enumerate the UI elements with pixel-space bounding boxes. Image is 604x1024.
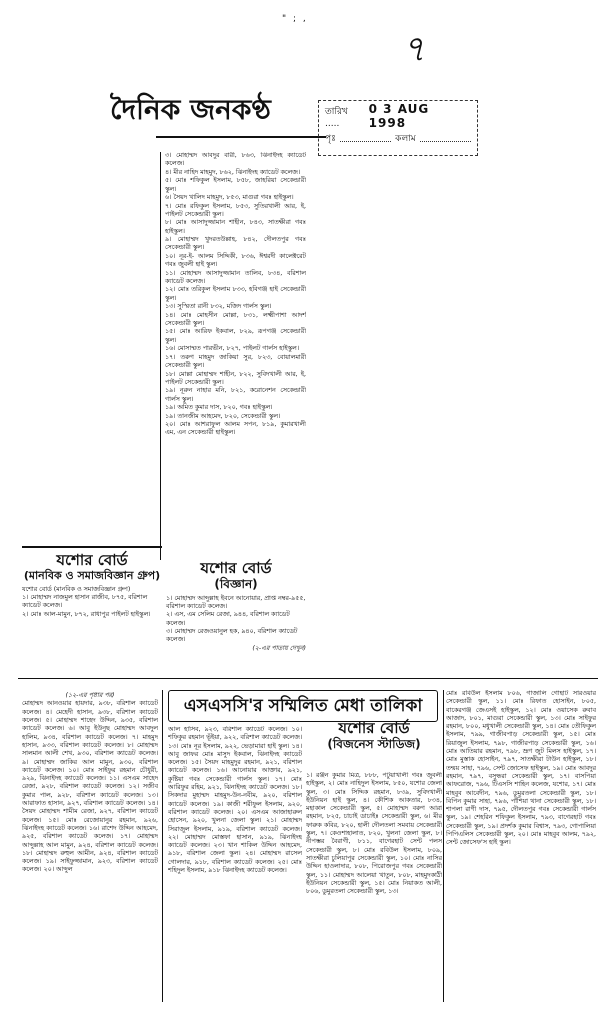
group-heading: (বিজ্ঞান): [214, 576, 258, 591]
group-heading: (বিজনেস স্টাডিজ): [327, 737, 421, 752]
list-item: ১৭। তরুণ মাহমুদ জাকিয়া সুর, ৮২৩, বোয়ালমারী সেকেন্ডারী স্কুল।: [165, 353, 306, 370]
list-item: ১৫। মোঃ আরিফ ইকবাল, ৮২৯, রূপগঞ্জ সেকেন্ডারী স্কুল।: [165, 328, 306, 344]
list-item: মোঃ রবিউল ইসলাম ৮০৬, গাজালি গোহাট সারওয়ার সেকেন্ডারী স্কুল, ১১। মোঃ রিফাত হোসাইন, ৮০৫, বাকেরগঞ্জ জেএসই হাইস্কুল, ১২। মোঃ ওয়াসেক রুবাব আজাদ, ৮০১, মাগুরা সেকেন্ডারী স্কুল, ১৩। মোঃ সাইফুর রহমান, ৮০০, মধুখালী সেকেন্ডারী স্কুল, ১৪। মোঃ তৌফিকুল ইসলাম, ৭৯৯, গাজীবপাড় সেকেন্ডারী স্কুল, ১৫। মোঃ রিয়াজুল ইসলাম, ৭৯৮, গাজীরপাড় সেকেন্ডারী স্কুল, ১৬। মোঃ আতিয়ার রহমান, ৭৯৮, ভ্রূণ জুট মিলস হাইস্কুল, ১৭। মোঃ মুস্তাক হোসাইন, ৭৯৭, সাতক্ষীরা টাউন হাইস্কুল, ১৮। তন্ময় সাহা, ৭৯৬, সেন্ট জোসেফ হাইস্কুল, ১৯। মোঃ আবদুর রহমান, ৭৯৭, বসুন্ধরা সেকেন্ডারী স্কুল, ১৭। বাসপিয়া আফরোজ, ৭৯৬, টিএসসি শাহিন কলেজ, যশোর, ১৭। মোঃ মাহবুব আবেদীন, ৭৯৬, ডুমুরতলা সেকেন্ডারী স্কুল, ১৮। বিপিন কুমার সাহা, ৭৯৬, পাঁশিয়া থানা সেকেন্ডারী স্কুল, ১৮। শাপলা রাণী দাস, ৭৯৫, দৌলতপুর গবঃ সেকেন্ডারী গার্লস স্কুল, ১৯। শেহরিন শফিকুল ইসলাম, ৭৯৩, বাগেরহাট গবঃ সেকেন্ডারী স্কুল, ১৯। প্রদর্শক কুমার বিশ্বাস, ৭৯৩, গোপালিয়া পিপিএলিস সেকেন্ডারী স্কুল, ২০। মোঃ মাহবুব আলম, ৭৯২, সেন্ট জোসেফ'স হাই স্কুল।: [446, 690, 596, 847]
stamp-page-blank: [340, 134, 391, 142]
list-item: ৯। মোহাম্মদ খুদরতউল্লাহ, ৮৪২, দৌলতপুর গবঃ সেকেন্ডারী স্কুল।: [165, 236, 306, 252]
box-body: [166, 595, 306, 653]
business-board-box: [306, 720, 442, 770]
list-item: মোহাম্মদ আনওয়ার হায়দার, ৯৩৮, বরিশাল ক্যাডেট কলেজ। ৪। মেহেদী হাসান, ৯৩৮, বরিশাল ক্যাডেট কলেজ। ৫। মোহাম্মদ শাহেদ উদ্দিন, ৯৩৫, বরিশাল ক্যাডেট কলেজ। ৬। আবু ইউনুছ মোহাম্মদ আবদুল হালিম, ৯৩৪, বরিশাল ক্যাডেট কলেজ। ৭। মাহমুদ হাসান, ৯৩৩, বরিশাল ক্যাডেট কলেজ। ৮। মোহাম্মদ সালমান আলী শেখ, ৯৩০, বরিশাল ক্যাডেট কলেজ। ৯। মোহাম্মদ জাকির আল মামুন, ৯৩০, বরিশাল ক্যাডেট কলেজ। ১০। মোঃ সাইফুর রহমান চৌধুরী, ৯২৯, ঝিনাইদহ ক্যাডেট কলেজ। ১১। এসএম সাহেদ রেজা, ৯২৮, বরিশাল ক্যাডেট কলেজ। ১২। সজীব কুমার পাল, ৯২৮, বরিশাল ক্যাডেট কলেজ। ১৩। আরাফাত হাসান, ৯২৭, বরিশাল ক্যাডেট কলেজ। ১৪। সৈয়দ মোহাম্মদ শামীম রেজা, ৯২৭, বরিশাল ক্যাডেট কলেজ। ১৫। মোঃ রেজোয়ানুর রহমান, ৯২৬, ঝিনাইদহ ক্যাডেট কলেজ। ১৬। রাশেদ উদ্দিন আহমেদ, ৯২৫, বরিশাল ক্যাডেট কলেজ। ১৭। মোহাম্মদ আব্দুল্লাহ আল মামুন, ৯২৪, বরিশাল ক্যাডেট কলেজ। ১৮। মোহাম্মদ রুহুল আমীন, ৯২৪, বরিশাল ক্যাডেট কলেজ। ১৯। সাইফুজ্জামান, ৯২৩, বরিশাল ক্যাডেট কলেজ। ২০। আব্দুল: [22, 700, 158, 874]
list-item: ১০। নূর-ই- আলম সিদ্দিকী, ৮৩৬, ঈশ্বরদী কালেক্টরেট গবঃ জুবলী হাই স্কুল।: [165, 252, 306, 269]
list-item: আল হাসিব, ৯২৩, বরিশাল ক্যাডেট কলেজ। ১০। শফিকুর রহমান ভূঁইয়া, ৯২২, বরিশাল ক্যাডেট কলেজ। ১৩। মোঃ নূর ইসলাম, ৯২২, ভেড়ামারা হাই স্কুল। ১৪। আবু জাফর মোঃ মাসুদ ইকবাল, ঝিনাইদহ ক্যাডেট কলেজ। ১৫। সৈয়দ মাহমুদুর রহমান, ৯২১, বরিশাল ক্যাডেট কলেজ। ১৬। আনোয়ার আক্তার, ৯২১, কুষ্টিয়া গবঃ সেকেন্ডারী গার্লস স্কুল। ১৭। মোঃ আরিফুর রহিম, ৯২১, ঝিনাইদহ ক্যাডেট কলেজ। ১৮। সিকদার মুহাম্মদ মাহমুদ-উন-নবীম, ৯২০, বরিশাল ক্যাডেট কলেজ। ১৯। কাজী শরীফুল ইসলাম, ৯২০, বরিশাল ক্যাডেট কলেজ। ২০। এসএম আজাহারুল হোসেন, ৯২০, খুলনা জেলা স্কুল। ২১। মোহাম্মদ সিরাজুল ইসলাম, ৯১৯, বরিশাল ক্যাডেট কলেজ। ২২। মোহাম্মদ মোস্তফা হাসান, ৯১৯, ঝিনাইদহ ক্যাডেট কলেজ। ২৩। খান শাকিল উদ্দিন আহমেদ, ৯১৮, বরিশাল জেলা স্কুল। ২৪। মোহাম্মদ রাসেল গোলদার, ৯১৮, বরিশাল ক্যাডেট কলেজ। ২৫। মোঃ শহিদুল ইসলাম, ৯১৮ ঝিনাইদহ ক্যাডেট কলেজ।: [168, 726, 302, 875]
list-item: ৩। মোহাম্মদ আবদুর বারী, ৮৬৩, ঝিনাইদহ ক্যাডেট কলেজ।: [165, 152, 306, 168]
list-item: ৭। মোঃ রফিকুল ইসলাম, ৮৫৩, সুতিরখালী আর, ই, পাইলট সেকেন্ডারী স্কুল।: [165, 202, 306, 218]
bottom-column-4: [446, 690, 596, 1002]
list-item: ১৬। মোসাম্মত পারভীন, ৮২৭, পাইলট গার্লস হাইস্কুল।: [165, 345, 299, 353]
stamp-page-label: পৃঃ: [325, 133, 336, 144]
list-item: ১৪। মোঃ মোহসীন মোল্লা, ৮৩১, লক্ষ্মীপাশা আদর্শ সেকেন্ডারী স্কুল।: [165, 311, 306, 327]
list-item: ২। এস, এম সেলিম রেজা, ৯৪৪, বরিশাল ক্যাডেট কলেজ।: [166, 611, 290, 627]
list-item: ১১। মোহাম্মদ আসাদুজ্জামান তালিব, ৮৩৪, বরিশাল ক্যাডেট কলেজ।: [165, 269, 306, 285]
archive-stamp: [318, 100, 478, 156]
newspaper-masthead: দৈনিক জনকণ্ঠ: [110, 93, 271, 126]
list-item: ১২। মোঃ তরিকুল ইসলাম ৮৩৩, হবিগঞ্জ হাই সেকেন্ডারী স্কুল।: [165, 286, 306, 302]
humanities-board-box: [22, 546, 162, 666]
list-item: ২০। মোঃ আশরাফুল আলম সপন, ৮১৯, কুমারখালী এম, এন সেকেন্ডারী হাইস্কুল।: [165, 421, 306, 437]
column-rule: [443, 690, 444, 1002]
handwritten-page-number: ৭: [402, 29, 426, 70]
list-item: ১৩। সুস্মিতা রানী ৮৩২, মজিদ গার্লস স্কুল।: [165, 303, 272, 311]
continued-note: (২-এর পাতায় দেখুন): [252, 644, 306, 652]
merit-list-headline: এসএসসি'র সম্মিলিত মেধা তালিকা: [168, 690, 438, 722]
list-item: ৫। মোঃ শফিকুল ইসলাম, ৮৫৮, জাহরিয়া সেকেন্ডারী স্কুল।: [165, 177, 306, 193]
merit-list-top-column: [160, 152, 306, 560]
list-item: ১৯। অমিত কুমার দাস, ৮২০, গবঃ হাইস্কুল।: [165, 404, 273, 412]
stamp-date-row: [325, 102, 471, 130]
list-item: ১৮। মোল্লা মোহাম্মদ শাহীন, ৮২২, সুবিদখালী আর, ই, পাইলট সেকেন্ডারী স্কুল।: [165, 370, 306, 386]
list-item: ১। রঞ্জন কুমার মিত্র, ৮৮৮, পটুয়াখালী গবঃ জুবলী হাইস্কুল, ২। মোঃ নাহিদুল ইসলাম, ৮৫০, যশোর জেলা স্কুল, ৩। মোঃ সিদ্দিক রহমান, ৮৩৯, সুবিদখালী ইউনিয়ন হাই স্কুল, ৪। কৌশিক আকতার, ৮৩৪, মহাকাল সেকেন্ডারী স্কুল, ৫। মোহাম্মদ বরুণ আরা রহমান, ৮২৫, চাচাই ডাচাইঃ সেকেন্ডারী স্কুল, ৬। মীর ফারুক কবির, ৮২০, হালী দৌলতলা সমবায় সেকেন্ডারী স্কুল, ৭। কেওশাহালাত, ৮২০, খুলনা জেলা স্কুল, ৮। নীপম্ভর বৈরাগী, ৮১১, বাগেরহাট সেন্ট পলস সেকেন্ডারী স্কুল, ৮। মোঃ রবিউল ইসলাম, ৮০৯, সাতক্ষীরা চুলিয়াপুর সেকেন্ডারী স্কুল, ১০। মোঃ নাসির উদ্দিন হাওলাদার, ৮০৮, পিরোজপুর গবঃ সেকেন্ডারী স্কুল, ১১। মোহাম্মদ আলেয়া খাতুন, ৮০৮, মাহমুদকাঠী ইউনিয়ন সেকেন্ডারী স্কুল, ১৫। মোঃ নিয়াকত আলী, ৮০৬, ডুমুরতলা সেকেন্ডারী স্কুল, ১৩।: [306, 772, 442, 896]
stamp-date-value: 0 3 AUG 1998: [368, 102, 430, 130]
section-divider: [18, 678, 598, 679]
box-body: [22, 586, 162, 619]
stamp-column-blank: [420, 134, 471, 142]
science-board-box: [166, 560, 306, 670]
column-rule: [162, 690, 163, 1002]
board-heading: যশোর বোর্ড: [338, 719, 410, 737]
list-item: ৩। মোহাম্মদ রেজওয়ানুল হক, ৯৪০, বরিশাল ক্যাডেট কলেজ।: [166, 628, 298, 644]
stamp-column-label: কলাম: [395, 133, 416, 144]
masthead-rule: [156, 136, 326, 138]
list-item: ১৯। তানজীম আহমেদ, ৮২০, সেকেন্ডারী স্কুল।: [165, 412, 281, 420]
stamp-page-row: [325, 127, 471, 149]
list-item: যশোর বোর্ড (মানবিক ও সমাজবিজ্ঞান গ্রুপ): [22, 585, 131, 593]
list-item: ১। মোহাম্মদ নাজমুল হাসান রাজীব, ৮৭৫, বরিশাল ক্যাডেট কলেজ।: [22, 593, 148, 610]
bottom-column-1: [22, 692, 158, 992]
list-item: ৪। মীর নাহিদ মাহমুদ, ৮৬২, ঝিনাইদহ ক্যাডেট কলেজ।: [165, 168, 301, 176]
list-item: ৬। সৈয়দ খালিদ মাহমুদ, ৮৫৩, মাগুরা গবঃ হাইস্কুল।: [165, 194, 294, 202]
list-item: ৮। মোঃ আসাদুজ্জামান শাহীন, ৮৪৩, সাতক্ষীরা গবঃ হাইস্কুল।: [165, 219, 306, 235]
stamp-date-label: তারিখ .....: [325, 106, 348, 129]
board-heading: যশোর বোর্ড: [200, 559, 272, 577]
board-heading: যশোর বোর্ড: [56, 551, 128, 569]
list-item: ১। মোহাম্মদ আব্দুল্লাহ ইবনে আনোয়ার, প্রাপ্ত নম্বর-৯৫৫, বরিশাল ক্যাডেট কলেজ।: [166, 594, 306, 611]
bottom-column-3: [306, 772, 442, 1002]
continued-from-note: (১২-এর পৃষ্ঠার পর): [65, 692, 115, 699]
list-item: ২। মোঃ আল-মামুন, ৮৭২, রাধাপুর পাইলট হাইস্কুল।: [22, 610, 151, 618]
scan-marks: " ; ,: [282, 14, 308, 24]
bottom-column-2: [168, 726, 302, 1002]
list-item: ১৯। নূরুন নাহার মনি, ৮২১, করোনেশন সেকেন্ডারী গার্লস স্কুল।: [165, 387, 306, 403]
group-heading: (মানবিক ও সমাজবিজ্ঞান গ্রুপ): [23, 568, 161, 582]
